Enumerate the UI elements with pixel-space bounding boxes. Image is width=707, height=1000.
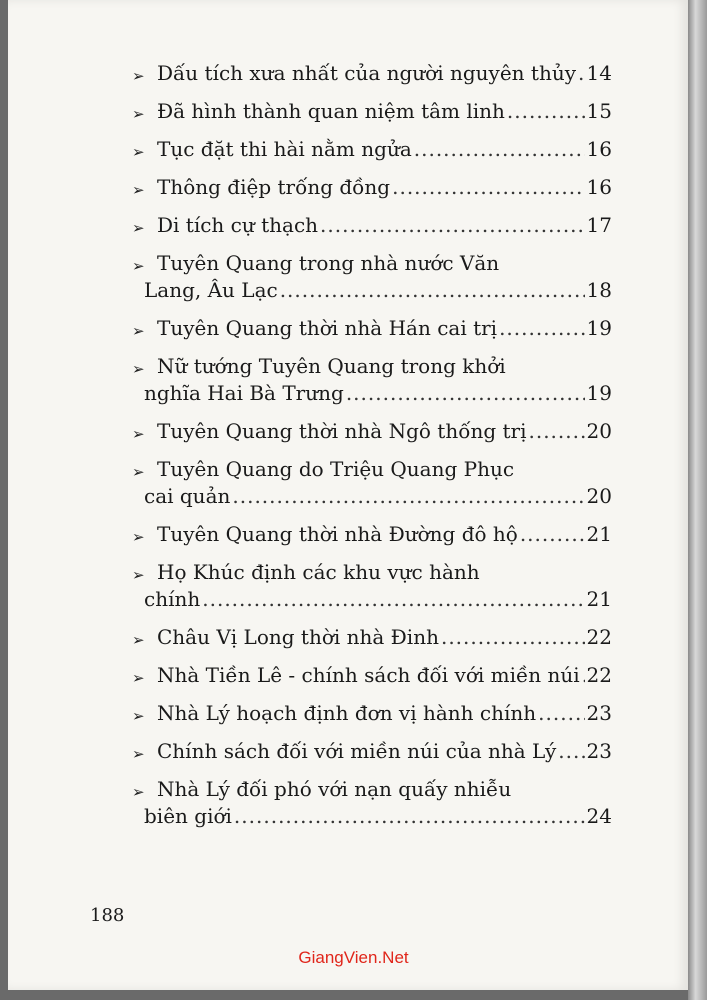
toc-entry	[132, 700, 612, 727]
toc-entry	[132, 418, 612, 445]
dot-leader	[234, 803, 585, 830]
dot-leader	[499, 315, 584, 342]
toc-entry-title: Dấu tích xưa nhất của người nguyên thủy	[157, 61, 577, 85]
toc-entry-title: Tuyên Quang thời nhà Hán cai trị	[157, 316, 498, 340]
toc-page-number: 22	[586, 663, 612, 687]
toc-entry	[132, 98, 612, 125]
toc-page-number: 23	[586, 739, 612, 763]
bullet-arrow-icon: ➢	[132, 707, 145, 725]
bullet-arrow-icon: ➢	[132, 463, 145, 481]
bullet-arrow-icon: ➢	[132, 257, 145, 275]
toc-entry	[132, 738, 612, 765]
dot-leader	[582, 662, 585, 689]
toc-entry	[132, 776, 612, 830]
toc-page-number: 23	[586, 701, 612, 725]
dot-leader	[441, 624, 585, 651]
bullet-arrow-icon: ➢	[132, 669, 145, 687]
toc-entry	[132, 353, 612, 407]
toc-page-number: 17	[586, 213, 612, 237]
bullet-arrow-icon: ➢	[132, 67, 145, 85]
toc-entry	[132, 250, 612, 304]
toc-entry-title: Nữ tướng Tuyên Quang trong khởi	[157, 354, 506, 378]
toc-entry-title: Tuyên Quang do Triệu Quang Phục	[157, 457, 515, 481]
toc-entry	[132, 136, 612, 163]
toc-entry	[132, 212, 612, 239]
toc-entry	[132, 559, 612, 613]
toc-entry	[132, 315, 612, 342]
toc-entry-title: Di tích cự thạch	[157, 213, 319, 237]
toc-entry-title: Tuyên Quang thời nhà Đường đô hộ	[157, 522, 518, 546]
toc-page-number: 20	[586, 484, 612, 508]
toc-entry	[132, 521, 612, 548]
toc-entry	[132, 624, 612, 651]
dot-leader	[528, 418, 584, 445]
bullet-arrow-icon: ➢	[132, 360, 145, 378]
toc-entry	[132, 662, 612, 689]
bullet-arrow-icon: ➢	[132, 783, 145, 801]
bullet-arrow-icon: ➢	[132, 322, 145, 340]
toc-page-number: 16	[586, 175, 612, 199]
toc-entry	[132, 456, 612, 510]
toc-entry-title: Tuyên Quang thời nhà Ngô thống trị	[157, 419, 527, 443]
toc-entry-title: Lang, Âu Lạc	[144, 278, 278, 302]
toc-page-number: 21	[586, 587, 612, 611]
toc-entry-title: chính	[144, 587, 201, 611]
bullet-arrow-icon: ➢	[132, 745, 145, 763]
toc-entry-title: Nhà Lý hoạch định đơn vị hành chính	[157, 701, 537, 725]
toc-page-number: 15	[586, 99, 612, 123]
dot-leader	[346, 380, 585, 407]
bullet-arrow-icon: ➢	[132, 631, 145, 649]
toc-page-number: 16	[586, 137, 612, 161]
dot-leader	[202, 586, 584, 613]
toc-page-number: 21	[586, 522, 612, 546]
toc-entry-title: Thông điệp trống đồng	[157, 175, 391, 199]
dot-leader	[392, 174, 584, 201]
dot-leader	[578, 60, 585, 87]
bullet-arrow-icon: ➢	[132, 143, 145, 161]
toc-entry-title: Chính sách đối với miền núi của nhà Lý	[157, 739, 557, 763]
toc-entry-title: Nhà Lý đối phó với nạn quấy nhiễu	[157, 777, 512, 801]
toc-entry-title: Tục đặt thi hài nằm ngửa	[157, 137, 412, 161]
bullet-arrow-icon: ➢	[132, 425, 145, 443]
bullet-arrow-icon: ➢	[132, 181, 145, 199]
dot-leader	[280, 277, 585, 304]
toc-entry-title: Tuyên Quang trong nhà nước Văn	[157, 251, 500, 275]
dot-leader	[320, 212, 585, 239]
toc-entry-title: Đã hình thành quan niệm tâm linh	[157, 99, 505, 123]
toc-page-number: 20	[586, 419, 612, 443]
bullet-arrow-icon: ➢	[132, 219, 145, 237]
toc-page-number: 14	[586, 61, 612, 85]
toc-page-number: 18	[586, 278, 612, 302]
watermark: GiangVien.Net	[298, 948, 409, 967]
toc-entry-title: Nhà Tiền Lê - chính sách đối với miền núi	[157, 663, 580, 687]
toc-entry-title: Họ Khúc định các khu vực hành	[157, 560, 480, 584]
toc-page-number: 19	[586, 316, 612, 340]
book-spine	[688, 0, 707, 1000]
dot-leader	[520, 521, 585, 548]
dot-leader	[538, 700, 584, 727]
toc-entry-title: cai quản	[144, 484, 231, 508]
toc-entry	[132, 174, 612, 201]
bullet-arrow-icon: ➢	[132, 105, 145, 123]
table-of-contents	[132, 60, 612, 841]
dot-leader	[558, 738, 584, 765]
dot-leader	[232, 483, 584, 510]
page-number: 188	[90, 905, 125, 926]
toc-entry-title: biên giới	[144, 804, 232, 828]
toc-page-number: 24	[586, 804, 612, 828]
dot-leader	[507, 98, 585, 125]
toc-entry-title: nghĩa Hai Bà Trưng	[144, 381, 344, 405]
toc-entry-title: Châu Vị Long thời nhà Đinh	[157, 625, 439, 649]
bullet-arrow-icon: ➢	[132, 566, 145, 584]
bullet-arrow-icon: ➢	[132, 528, 145, 546]
dot-leader	[414, 136, 585, 163]
toc-page-number: 19	[586, 381, 612, 405]
toc-page-number: 22	[586, 625, 612, 649]
toc-entry	[132, 60, 612, 87]
